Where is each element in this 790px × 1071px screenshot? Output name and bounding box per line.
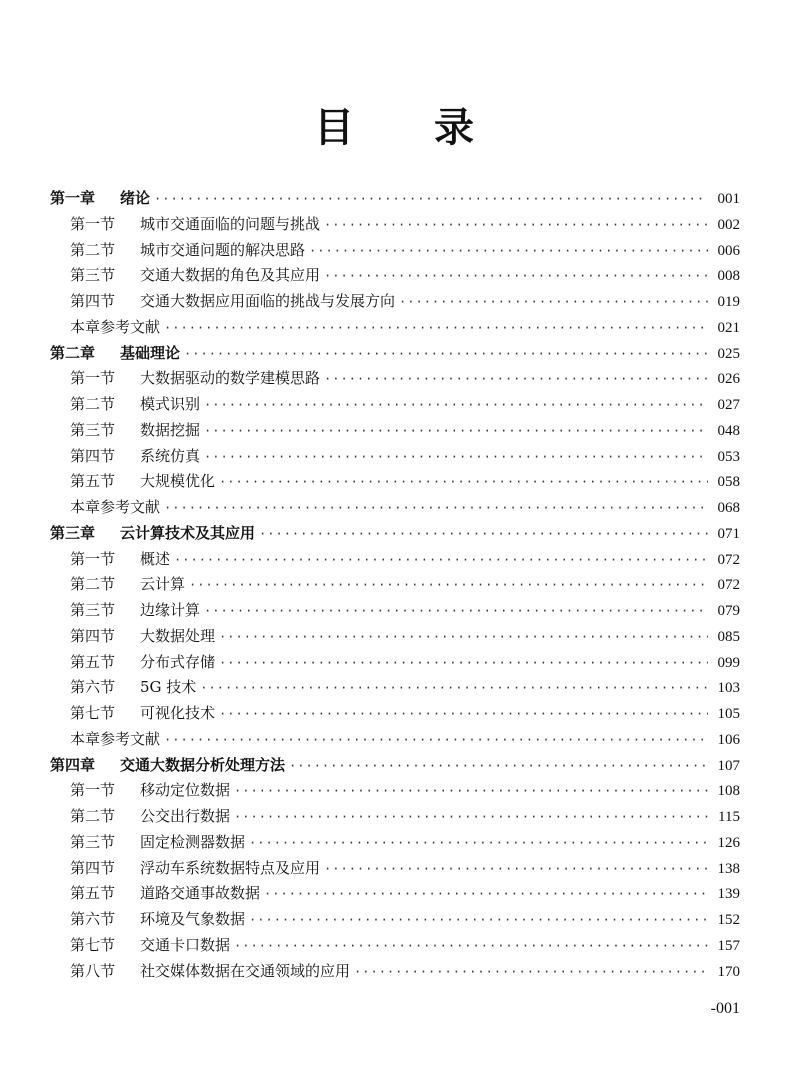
toc-section-entry[interactable]: [50, 366, 740, 392]
toc-section-entry[interactable]: [50, 881, 740, 907]
toc-entry-page: 139: [717, 886, 740, 903]
toc-entry-title: 数据挖掘: [140, 420, 201, 439]
toc-section-entry[interactable]: [50, 778, 740, 804]
toc-entry-page: 106: [717, 731, 740, 748]
dot-leader: [234, 805, 708, 831]
toc-entry-page: 001: [717, 191, 740, 207]
dot-leader: [154, 187, 708, 213]
toc-section-entry[interactable]: [50, 675, 740, 701]
toc-entry-label: 第一节: [70, 369, 116, 388]
dot-leader: [184, 342, 708, 368]
toc-entry-title: 基础理论: [120, 343, 181, 362]
toc-section-entry[interactable]: [50, 238, 740, 264]
dot-leader: [399, 290, 708, 316]
toc-entry-label: 第三节: [70, 420, 116, 439]
toc-section-entry[interactable]: [50, 418, 740, 444]
toc-entry-title: 大数据驱动的数学建模思路: [140, 369, 321, 388]
toc-section-entry[interactable]: [50, 907, 740, 933]
dot-leader: [219, 702, 708, 728]
toc-entry-page: 079: [717, 603, 740, 619]
toc-entry-label: 第二节: [70, 395, 116, 413]
toc-entry-label: 第二节: [70, 575, 116, 594]
dot-leader: [264, 882, 708, 908]
toc-entry-page: 103: [717, 680, 740, 697]
toc-entry-label: 第四节: [70, 292, 116, 310]
dot-leader: [204, 419, 708, 445]
toc-entry-title: 道路交通事故数据: [140, 884, 261, 903]
toc-entry-label: 第一章: [50, 189, 96, 207]
toc-entry-title: 云计算技术及其应用: [120, 523, 256, 542]
toc-entry-title: 交通卡口数据: [140, 935, 231, 954]
toc-entry-label: 第二章: [50, 343, 96, 362]
toc-entry-title: 大数据处理: [140, 626, 216, 645]
dot-leader: [309, 239, 708, 265]
dot-leader: [354, 960, 708, 986]
toc-entry-title: 大规模优化: [140, 472, 216, 491]
toc-entry-label: 第四节: [70, 858, 116, 877]
toc-entry-page: 108: [717, 783, 740, 800]
toc-entry-page: 026: [717, 371, 740, 388]
toc-entry-label: 第三节: [70, 266, 116, 285]
toc-reference-entry[interactable]: [50, 315, 740, 341]
toc-entry-title: 城市交通面临的问题与挑战: [140, 214, 321, 233]
toc-entry-label: 第六节: [70, 678, 116, 697]
dot-leader: [219, 651, 708, 677]
toc-entry-label: 第八节: [70, 961, 116, 980]
toc-entry-title: 交通大数据分析处理方法: [120, 755, 286, 774]
toc-entry-page: 025: [717, 345, 740, 362]
toc-entry-title: 5G 技术: [140, 678, 197, 697]
toc-entry-page: 071: [717, 525, 740, 542]
toc-section-entry[interactable]: [50, 856, 740, 882]
toc-entry-page: 053: [717, 448, 740, 465]
toc-entry-title: 分布式存储: [140, 652, 216, 671]
toc-entry-page: 126: [717, 834, 740, 851]
toc-entry-page: 008: [717, 268, 740, 285]
toc-entry-title: 云计算: [140, 575, 186, 594]
toc-section-entry[interactable]: [50, 547, 740, 573]
toc-entry-title: 浮动车系统数据特点及应用: [140, 858, 321, 877]
toc-entry-title: 城市交通问题的解决思路: [140, 240, 306, 259]
toc-entry-label: 第五节: [70, 472, 116, 491]
dot-leader: [289, 754, 708, 780]
toc-entry-page: 072: [717, 577, 740, 594]
dot-leader: [164, 496, 708, 522]
toc-section-entry[interactable]: [50, 959, 740, 985]
toc-entry-title: 社交媒体数据在交通领域的应用: [140, 961, 351, 980]
toc-section-entry[interactable]: [50, 444, 740, 470]
toc-section-entry[interactable]: [50, 701, 740, 727]
dot-leader: [204, 445, 708, 471]
toc-entry-label: 第三节: [70, 601, 116, 619]
dot-leader: [324, 367, 708, 393]
toc-chapter-entry[interactable]: [50, 521, 740, 547]
dot-leader: [249, 831, 708, 857]
toc-entry-page: 170: [717, 963, 740, 980]
toc-entry-page: 152: [717, 912, 740, 928]
dot-leader: [249, 908, 708, 934]
toc-entry-page: 138: [717, 860, 740, 877]
toc-entry-page: 085: [717, 628, 740, 645]
toc-entry-label: 第一节: [70, 781, 116, 800]
toc-entry-title: 交通大数据的角色及其应用: [140, 266, 321, 285]
toc-section-entry[interactable]: [50, 804, 740, 830]
dot-leader: [200, 676, 708, 702]
toc-section-entry[interactable]: [50, 650, 740, 676]
toc-entry-title: 移动定位数据: [140, 781, 231, 800]
toc-section-entry[interactable]: [50, 598, 740, 624]
toc-entry-title: 本章参考文献: [70, 317, 161, 336]
toc-entry-page: 099: [717, 654, 740, 671]
toc-entry-label: 第四章: [50, 755, 96, 774]
title-char-1: 目: [314, 105, 356, 151]
toc-reference-entry[interactable]: [50, 727, 740, 753]
toc-section-entry[interactable]: [50, 933, 740, 959]
toc-section-entry[interactable]: [50, 572, 740, 598]
toc-entry-title: 模式识别: [140, 395, 201, 413]
toc-entry-label: 第七节: [70, 704, 116, 722]
page-number: -001: [710, 1000, 740, 1017]
dot-leader: [174, 548, 708, 574]
toc-entry-page: 058: [717, 474, 740, 491]
dot-leader: [164, 728, 708, 754]
toc-entry-page: 115: [718, 809, 740, 825]
toc-section-entry[interactable]: [50, 289, 740, 315]
toc-section-entry[interactable]: [50, 624, 740, 650]
toc-section-entry[interactable]: [50, 830, 740, 856]
dot-leader: [219, 625, 708, 651]
table-of-contents: [50, 186, 740, 984]
toc-entry-label: 第六节: [70, 910, 116, 928]
toc-entry-page: 107: [717, 757, 740, 774]
dot-leader: [234, 934, 708, 960]
dot-leader: [204, 393, 708, 419]
toc-entry-page: 006: [717, 242, 740, 259]
toc-entry-page: 068: [717, 500, 740, 516]
dot-leader: [259, 522, 708, 548]
toc-entry-label: 第七节: [70, 935, 116, 954]
toc-entry-title: 环境及气象数据: [140, 910, 246, 928]
toc-reference-entry[interactable]: [50, 495, 740, 521]
toc-entry-title: 可视化技术: [140, 704, 216, 722]
dot-leader: [219, 470, 708, 496]
toc-section-entry[interactable]: [50, 469, 740, 495]
toc-entry-page: 019: [717, 294, 740, 310]
toc-entry-page: 021: [717, 319, 740, 336]
dot-leader: [324, 857, 708, 883]
toc-chapter-entry[interactable]: [50, 341, 740, 367]
dot-leader: [324, 264, 708, 290]
toc-entry-page: 027: [717, 397, 740, 413]
toc-entry-title: 边缘计算: [140, 601, 201, 619]
toc-entry-title: 本章参考文献: [70, 498, 161, 516]
toc-entry-label: 第二节: [70, 807, 116, 825]
toc-entry-page: 048: [717, 422, 740, 439]
dot-leader: [204, 599, 708, 625]
dot-leader: [234, 779, 708, 805]
toc-entry-label: 第五节: [70, 884, 116, 903]
dot-leader: [164, 316, 708, 342]
toc-entry-label: 第一节: [70, 214, 116, 233]
toc-entry-label: 第五节: [70, 652, 116, 671]
toc-entry-title: 交通大数据应用面临的挑战与发展方向: [140, 292, 396, 310]
title-char-2: 录: [434, 105, 476, 151]
toc-entry-page: 002: [717, 216, 740, 233]
toc-entry-title: 概述: [140, 549, 171, 568]
toc-entry-label: 第三节: [70, 832, 116, 851]
toc-chapter-entry[interactable]: [50, 753, 740, 779]
toc-entry-page: 157: [717, 937, 740, 954]
toc-entry-page: 072: [717, 551, 740, 568]
toc-section-entry[interactable]: [50, 263, 740, 289]
toc-chapter-entry[interactable]: [50, 186, 740, 212]
toc-entry-label: 第四节: [70, 626, 116, 645]
toc-entry-title: 绪论: [120, 189, 151, 207]
toc-section-entry[interactable]: [50, 392, 740, 418]
toc-entry-title: 公交出行数据: [140, 807, 231, 825]
toc-section-entry[interactable]: [50, 212, 740, 238]
toc-entry-title: 固定检测器数据: [140, 832, 246, 851]
toc-entry-page: 105: [717, 706, 740, 722]
toc-entry-label: 第三章: [50, 523, 96, 542]
page-title: [0, 96, 790, 153]
toc-entry-label: 第四节: [70, 446, 116, 465]
dot-leader: [324, 213, 708, 239]
toc-entry-label: 第二节: [70, 240, 116, 259]
toc-entry-title: 本章参考文献: [70, 729, 161, 748]
toc-entry-label: 第一节: [70, 549, 116, 568]
dot-leader: [189, 573, 708, 599]
toc-entry-title: 系统仿真: [140, 446, 201, 465]
